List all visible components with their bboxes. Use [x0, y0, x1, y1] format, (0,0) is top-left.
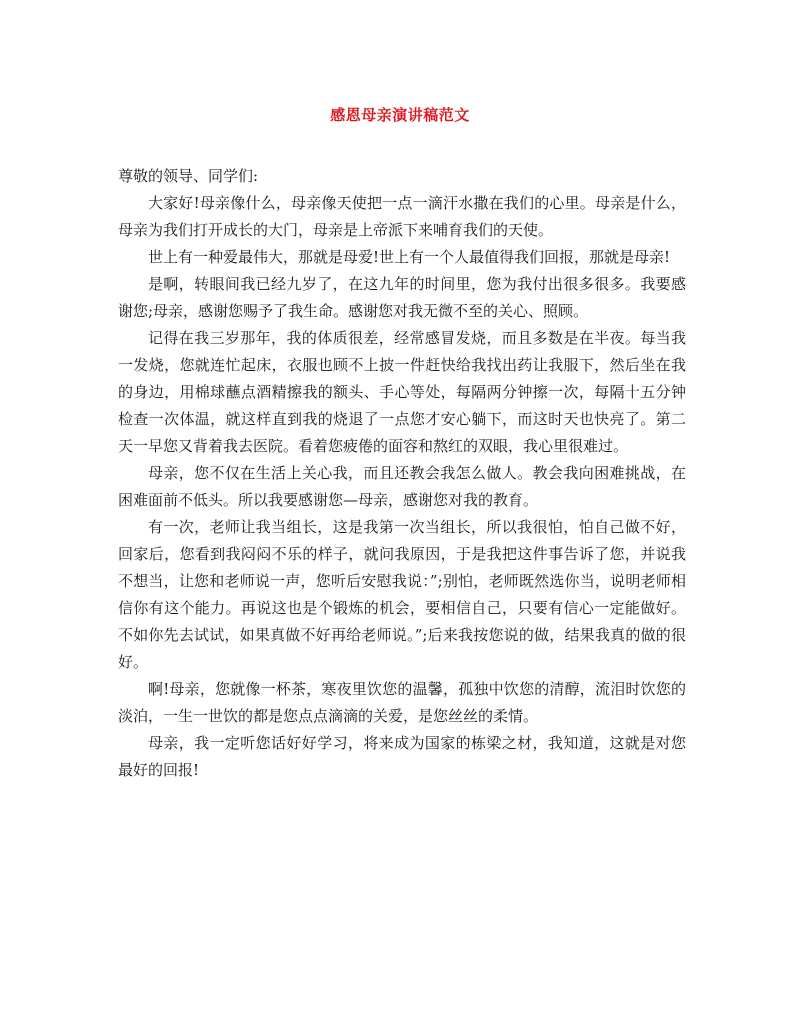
paragraph-1: 大家好!母亲像什么，母亲像天使把一点一滴汗水撒在我们的心里。母亲是什么，母亲为我们打开成长的大门，母亲是上帝派下来哺育我们的天使。 — [118, 194, 686, 239]
document-body — [118, 163, 686, 784]
paragraph-2: 世上有一种爱最伟大，那就是母爱!世上有一个人最值得我们回报，那就是母亲! — [148, 248, 671, 266]
salutation: 尊敬的领导、同学们: — [118, 167, 259, 185]
paragraph-8: 母亲，我一定听您话好好学习，将来成为国家的栋梁之材，我知道，这就是对您最好的回报! — [118, 734, 686, 779]
document-title: 感恩母亲演讲稿范文 — [330, 106, 470, 124]
paragraph-7: 啊!母亲，您就像一杯茶，寒夜里饮您的温馨，孤独中饮您的清醇，流泪时饮您的淡泊，一生一世饮的都是您点点滴滴的关爱，是您丝丝的柔情。 — [118, 680, 686, 725]
paragraph-5: 母亲，您不仅在生活上关心我，而且还教会我怎么做人。教会我向困难挑战，在困难面前不低头。所以我要感谢您—母亲，感谢您对我的教育。 — [118, 464, 686, 509]
paragraph-6: 有一次，老师让我当组长，这是我第一次当组长，所以我很怕，怕自己做不好，回家后，您看到我闷闷不乐的样子，就问我原因，于是我把这件事告诉了您，并说我不想当，让您和老师说一声，您听后安慰我说：”;别怕，老师既然选你当，说明老师相信你有这个能力。再说这也是个锻炼的机会，要相信自己，只要有信心一定能做好。不如你先去试试，如果真做不好再给老师说。”;后来我按您说的做，结果我真的做的很好。 — [118, 518, 686, 671]
paragraph-4: 记得在我三岁那年，我的体质很差，经常感冒发烧，而且多数是在半夜。每当我一发烧，您就连忙起床，衣服也顾不上披一件赶快给我找出药让我服下，然后坐在我的身边，用棉球蘸点酒精擦我的额头、手心等处，每隔两分钟擦一次，每隔十五分钟检查一次体温，就这样直到我的烧退了一点您才安心躺下，而这时天也快亮了。第二天一早您又背着我去医院。看着您疲倦的面容和熬红的双眼，我心里很难过。 — [118, 329, 686, 455]
paragraph-3: 是啊，转眼间我已经九岁了，在这九年的时间里，您为我付出很多很多。我要感谢您;母亲，感谢您赐予了我生命。感谢您对我无微不至的关心、照顾。 — [118, 275, 686, 320]
